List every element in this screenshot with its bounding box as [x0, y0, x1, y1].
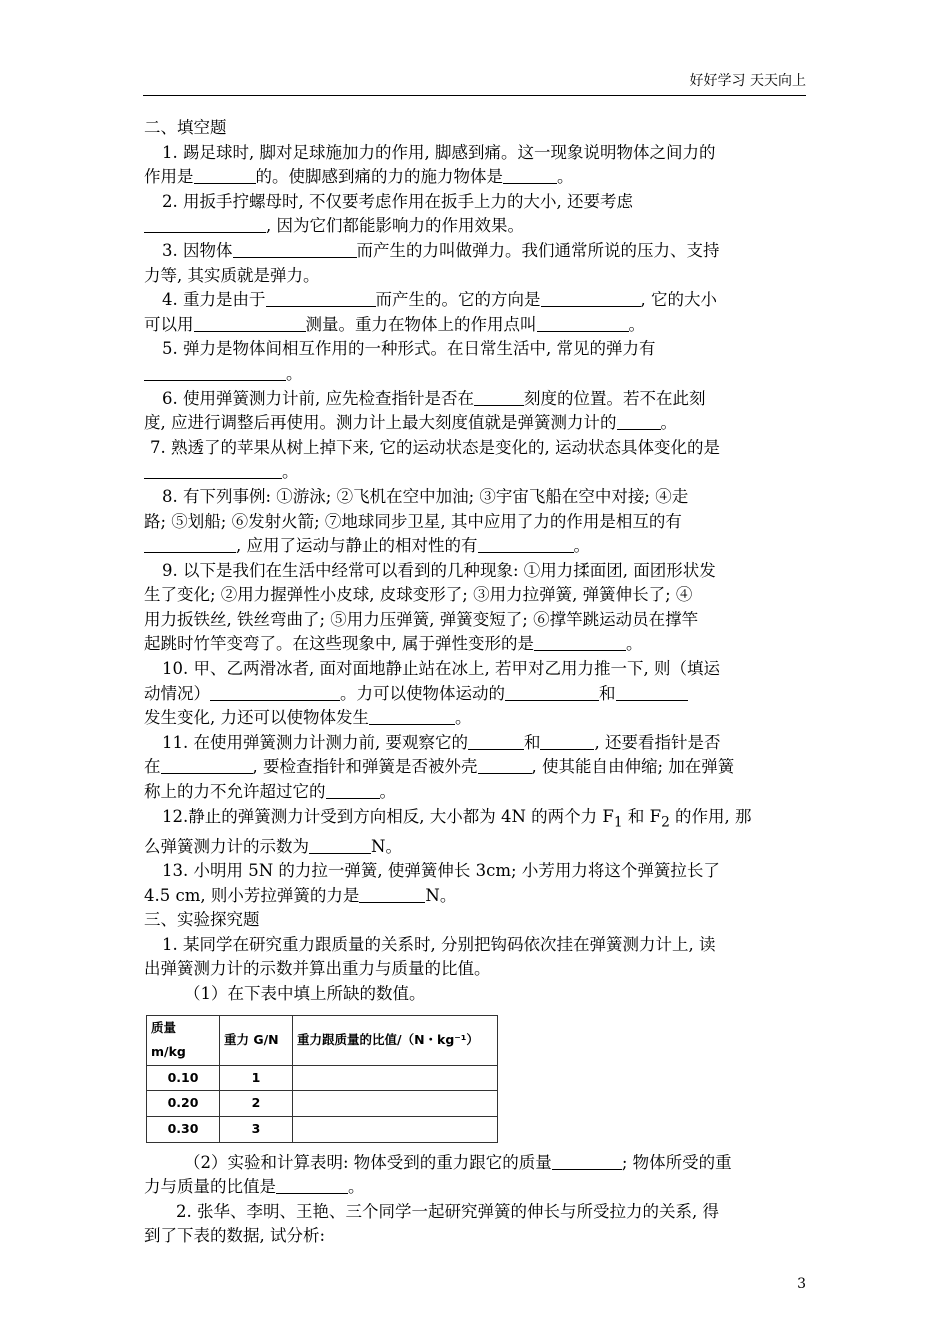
- table-header-cell: 重力 G/N: [220, 1015, 293, 1065]
- table-cell: 1: [220, 1065, 293, 1091]
- question-2: 2. 用扳手拧螺母时, 不仅要考虑作用在扳手上力的大小, 还要考虑 , 因为它们都能影响力的作用效果。: [144, 190, 806, 239]
- section-3-title: 三、实验探究题: [144, 910, 260, 930]
- table-cell: [293, 1117, 498, 1143]
- question-6: 6. 使用弹簧测力计前, 应先检查指针是否在 刻度的位置。若不在此刻 度, 应进行调整后再使用。测力计上最大刻度值就是弹簧测力计的 。: [144, 388, 706, 433]
- table-cell: 0.30: [147, 1117, 220, 1143]
- page-number: 3: [797, 1276, 806, 1292]
- table-cell: 3: [220, 1117, 293, 1143]
- document-body: [144, 116, 806, 1249]
- section-2-title: 二、填空题: [144, 118, 227, 137]
- table-cell: 0.10: [147, 1065, 220, 1091]
- header-rule: [143, 95, 806, 96]
- experiment-2: 2. 张华、李明、王艳、三个同学一起研究弹簧的伸长与所受拉力的关系, 得 到了下表的数据, 试分析:: [144, 1201, 719, 1246]
- question-13: 13. 小明用 5N 的力拉一弹簧, 使弹簧伸长 3cm; 小芳用力将这个弹簧拉长了 4.5 cm, 则小芳拉弹簧的力是 N。: [144, 861, 720, 905]
- page-header: 好好学习 天天向上: [689, 73, 806, 89]
- table-header-cell: 重力跟质量的比值/（N・kg⁻¹）: [293, 1015, 498, 1065]
- experiment-1: 1. 某同学在研究重力跟质量的关系时, 分别把钩码依次挂在弹簧测力计上, 读 出弹簧测力计的示数并算出重力与质量的比值。 （1）在下表中填上所缺的数值。 质量 m/kg 重力 G/N 重力跟质量的比值/（N・kg⁻¹） 0.10 1 0.20 2 0.30 3 （2）实验和计算表明: 物体受到的重力跟它的质量 ; 物体所受的重 力与质量的比值是 。: [144, 933, 806, 1200]
- experiment-1-part-1: （1）在下表中填上所缺的数值。: [184, 984, 426, 1004]
- question-9: 9. 以下是我们在生活中经常可以看到的几种现象: ①用力揉面团, 面团形状发 生了变化; ②用力握弹性小皮球, 皮球变形了; ③用力拉弹簧, 弹簧伸长了; ④ 用力扳铁丝, 铁丝弯曲了; ⑤用力压弹簧, 弹簧变短了; ⑥撑竿跳运动员在撑竿 起跳时竹竿变弯了。在这些现象中, 属于弹性变形的是 。: [144, 560, 716, 654]
- table-header-cell: 质量 m/kg: [147, 1015, 220, 1065]
- table-row: [147, 1117, 498, 1143]
- question-10: 10. 甲、乙两滑冰者, 面对面地静止站在冰上, 若甲对乙用力推一下, 则（填运 动情况） 。力可以使物体运动的 和 发生变化, 力还可以使物体发生 。: [144, 659, 720, 728]
- question-7: 7. 熟透了的苹果从树上掉下来, 它的运动状态是变化的, 运动状态具体变化的是 。: [144, 436, 806, 485]
- question-12: 12.静止的弹簧测力计受到方向相反, 大小都为 4N 的两个力 $F_1$ 和 $F_2$ 的作用, 那 么弹簧测力计的示数为 N。: [144, 806, 752, 856]
- question-4: 4. 重力是由于 而产生的。它的方向是 , 它的大小 可以用 测量。重力在物体上的作用点叫 。: [144, 290, 717, 334]
- table-row: [147, 1091, 498, 1117]
- gravity-mass-table: [146, 1015, 498, 1143]
- question-1: 1. 踢足球时, 脚对足球施加力的作用, 脚感到痛。这一现象说明物体之间力的 作用是 的。使脚感到痛的力的施力物体是 。: [144, 142, 716, 187]
- question-3: 3. 因物体 而产生的力叫做弹力。我们通常所说的压力、支持 力等, 其实质就是弹力。: [144, 240, 720, 285]
- table-header-row: [147, 1015, 498, 1065]
- table-row: [147, 1065, 498, 1091]
- table-cell: [293, 1091, 498, 1117]
- table-cell: [293, 1065, 498, 1091]
- question-8: 8. 有下列事例: ①游泳; ②飞机在空中加油; ③宇宙飞船在空中对接; ④走 路; ⑤划船; ⑥发射火箭; ⑦地球同步卫星, 其中应用了力的作用是相互的有 , 应用了运动与静止的相对性的有 。: [144, 486, 689, 556]
- table-cell: 2: [220, 1091, 293, 1117]
- question-11: 11. 在使用弹簧测力计测力前, 要观察它的 和 , 还要看指针是否 在 , 要检查指针和弹簧是否被外壳 , 使其能自由伸缩; 加在弹簧 称上的力不允许超过它的 。: [144, 732, 735, 802]
- table-cell: 0.20: [147, 1091, 220, 1117]
- question-5: 5. 弹力是物体间相互作用的一种形式。在日常生活中, 常见的弹力有 。: [144, 337, 806, 386]
